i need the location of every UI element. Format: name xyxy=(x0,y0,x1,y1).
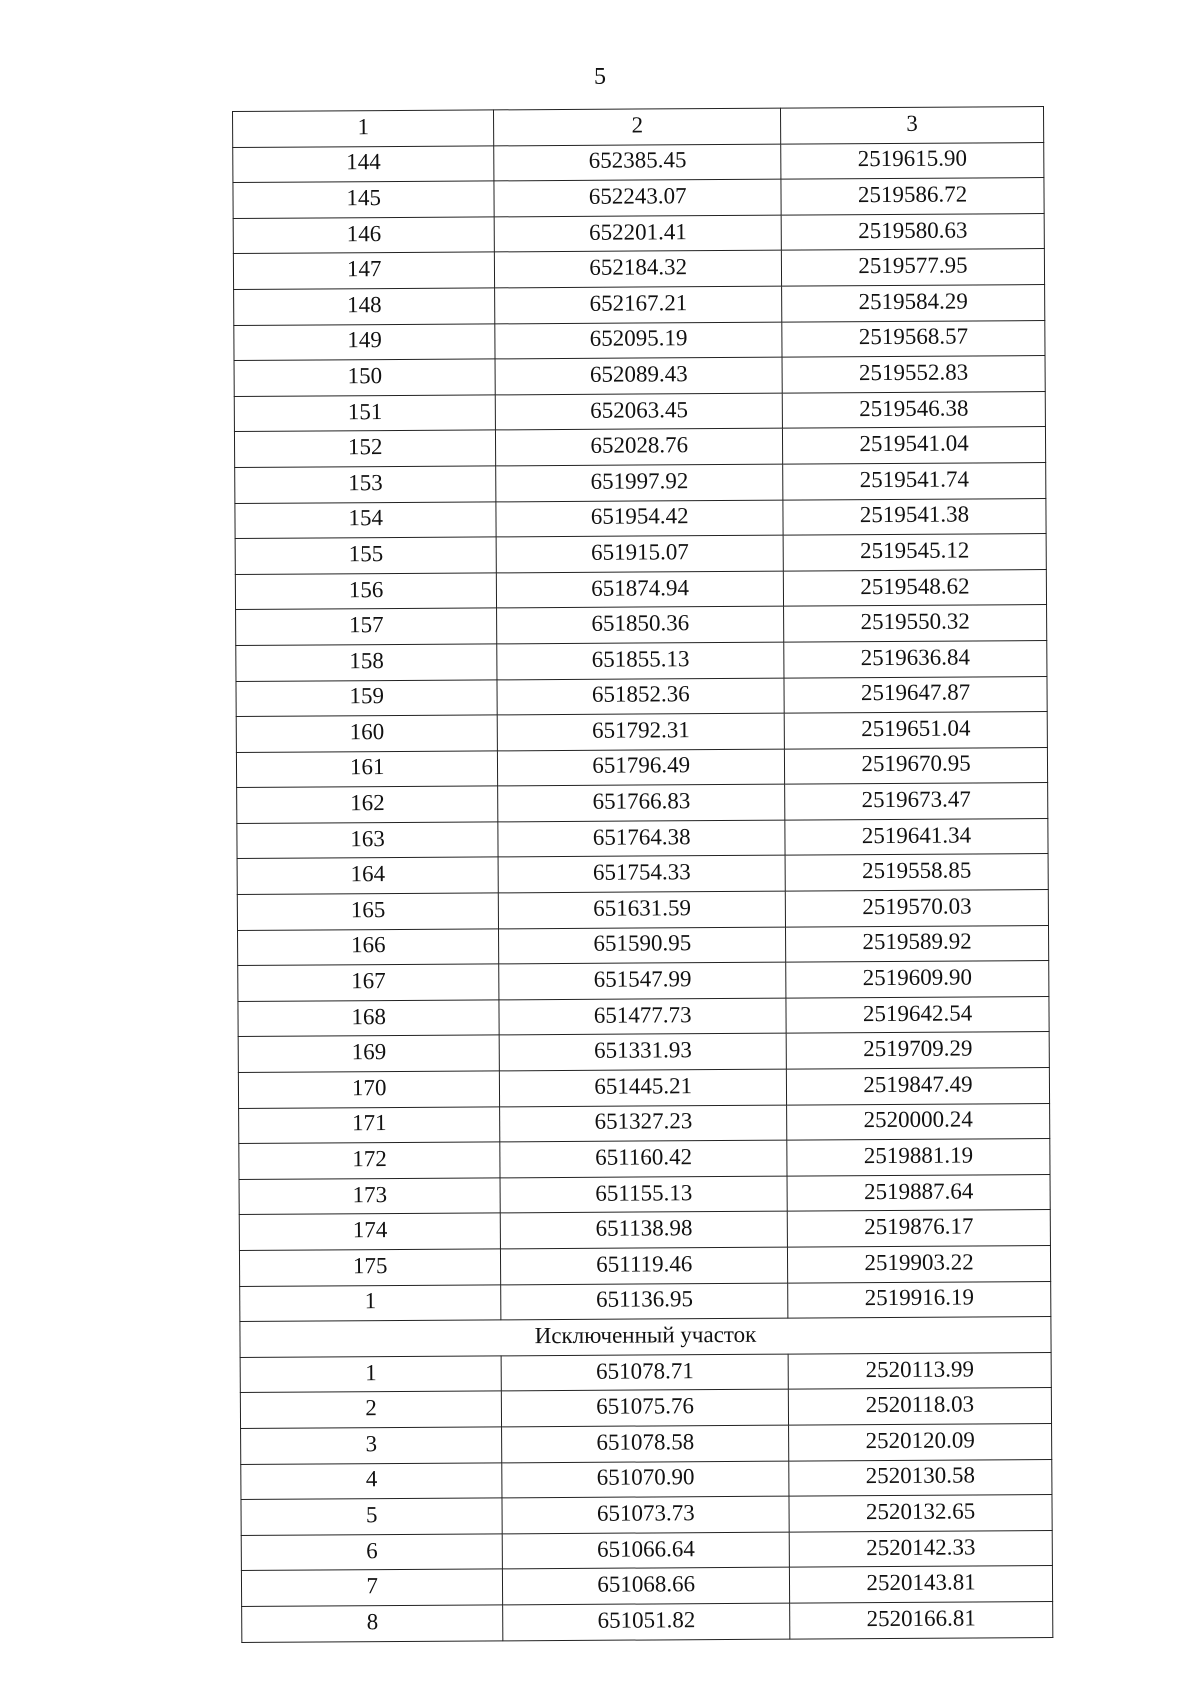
table-row xyxy=(233,213,1044,254)
y-coordinate-cell: 2519548.62 xyxy=(783,569,1046,606)
x-coordinate-cell: 651068.66 xyxy=(503,1567,790,1604)
table-row xyxy=(237,783,1048,824)
y-coordinate-cell: 2520120.09 xyxy=(789,1423,1052,1460)
section-title: Исключенный участок xyxy=(240,1317,1051,1358)
point-number-cell: 144 xyxy=(233,145,495,182)
excluded-table-row xyxy=(241,1566,1052,1607)
y-coordinate-cell: 2519673.47 xyxy=(785,783,1048,820)
point-number-cell: 163 xyxy=(237,822,499,859)
y-coordinate-cell: 2519881.19 xyxy=(787,1139,1050,1176)
table-row xyxy=(238,961,1049,1002)
y-coordinate-cell: 2519580.63 xyxy=(781,213,1044,250)
x-coordinate-cell: 651078.58 xyxy=(502,1425,789,1462)
point-number-cell: 145 xyxy=(233,181,495,218)
excluded-table-row xyxy=(241,1530,1052,1571)
y-coordinate-cell: 2520142.33 xyxy=(789,1530,1052,1567)
point-number-cell: 156 xyxy=(235,573,497,610)
table-row xyxy=(235,498,1046,539)
table-row xyxy=(233,249,1044,290)
excluded-table-row xyxy=(241,1495,1052,1536)
y-coordinate-cell: 2520166.81 xyxy=(790,1601,1053,1638)
point-number-cell: 159 xyxy=(236,679,498,716)
point-number-cell: 6 xyxy=(241,1534,503,1571)
y-coordinate-cell: 2519552.83 xyxy=(782,356,1045,393)
point-number-cell: 161 xyxy=(236,751,498,788)
x-coordinate-cell: 652184.32 xyxy=(495,251,782,288)
y-coordinate-cell: 2519541.74 xyxy=(783,462,1046,499)
point-number-cell: 160 xyxy=(236,715,498,752)
x-coordinate-cell: 651445.21 xyxy=(500,1069,787,1106)
x-coordinate-cell: 651997.92 xyxy=(496,464,783,501)
y-coordinate-cell: 2519876.17 xyxy=(787,1210,1050,1247)
x-coordinate-cell: 651855.13 xyxy=(497,642,784,679)
x-coordinate-cell: 651327.23 xyxy=(500,1105,787,1142)
column-header: 2 xyxy=(494,108,781,145)
y-coordinate-cell: 2519558.85 xyxy=(785,854,1048,891)
y-coordinate-cell: 2519586.72 xyxy=(781,178,1044,215)
x-coordinate-cell: 651070.90 xyxy=(502,1461,789,1498)
column-header: 1 xyxy=(233,110,495,147)
excluded-table-row xyxy=(242,1601,1053,1642)
table-row xyxy=(236,676,1047,717)
table-row xyxy=(237,818,1048,859)
point-number-cell: 167 xyxy=(238,964,500,1001)
x-coordinate-cell: 652028.76 xyxy=(496,428,783,465)
y-coordinate-cell: 2519589.92 xyxy=(786,925,1049,962)
point-number-cell: 173 xyxy=(239,1178,501,1215)
table-row xyxy=(235,569,1046,610)
x-coordinate-cell: 652063.45 xyxy=(496,393,783,430)
point-number-cell: 157 xyxy=(236,608,498,645)
x-coordinate-cell: 652385.45 xyxy=(494,144,781,181)
table-row xyxy=(235,462,1046,503)
point-number-cell: 7 xyxy=(241,1569,503,1606)
page-number: 5 xyxy=(594,64,606,90)
coordinates-table-body xyxy=(233,107,1053,1642)
column-header: 3 xyxy=(781,107,1044,144)
point-number-cell: 165 xyxy=(237,893,499,930)
y-coordinate-cell: 2520118.03 xyxy=(788,1388,1051,1425)
x-coordinate-cell: 651766.83 xyxy=(498,784,785,821)
y-coordinate-cell: 2519584.29 xyxy=(782,285,1045,322)
point-number-cell: 153 xyxy=(235,466,497,503)
y-coordinate-cell: 2519647.87 xyxy=(784,676,1047,713)
point-number-cell: 5 xyxy=(241,1498,503,1535)
x-coordinate-cell: 651631.59 xyxy=(499,891,786,928)
y-coordinate-cell: 2519609.90 xyxy=(786,961,1049,998)
y-coordinate-cell: 2519550.32 xyxy=(784,605,1047,642)
y-coordinate-cell: 2520130.58 xyxy=(789,1459,1052,1496)
point-number-cell: 8 xyxy=(242,1605,504,1642)
point-number-cell: 1 xyxy=(240,1284,502,1321)
y-coordinate-cell: 2520132.65 xyxy=(789,1495,1052,1532)
table-row xyxy=(233,142,1044,183)
y-coordinate-cell: 2520000.24 xyxy=(787,1103,1050,1140)
point-number-cell: 171 xyxy=(239,1107,501,1144)
point-number-cell: 172 xyxy=(239,1142,501,1179)
x-coordinate-cell: 651073.73 xyxy=(502,1496,789,1533)
y-coordinate-cell: 2519541.04 xyxy=(783,427,1046,464)
point-number-cell: 4 xyxy=(241,1462,503,1499)
excluded-table-row xyxy=(240,1388,1051,1429)
y-coordinate-cell: 2519847.49 xyxy=(786,1068,1049,1105)
y-coordinate-cell: 2519577.95 xyxy=(781,249,1044,286)
point-number-cell: 155 xyxy=(235,537,497,574)
x-coordinate-cell: 651764.38 xyxy=(498,820,785,857)
x-coordinate-cell: 652167.21 xyxy=(495,286,782,323)
table-row xyxy=(238,925,1049,966)
table-row xyxy=(238,996,1049,1037)
y-coordinate-cell: 2519636.84 xyxy=(784,640,1047,677)
table-row xyxy=(239,1246,1050,1287)
point-number-cell: 164 xyxy=(237,857,499,894)
x-coordinate-cell: 652243.07 xyxy=(494,179,781,216)
x-coordinate-cell: 651590.95 xyxy=(499,927,786,964)
table-row xyxy=(234,391,1045,432)
x-coordinate-cell: 651051.82 xyxy=(503,1603,790,1640)
table-row xyxy=(238,1068,1049,1109)
x-coordinate-cell: 651477.73 xyxy=(499,998,786,1035)
point-number-cell: 162 xyxy=(237,786,499,823)
table-row xyxy=(234,356,1045,397)
point-number-cell: 169 xyxy=(238,1035,500,1072)
point-number-cell: 154 xyxy=(235,501,497,538)
y-coordinate-cell: 2519903.22 xyxy=(788,1246,1051,1283)
x-coordinate-cell: 651874.94 xyxy=(497,571,784,608)
point-number-cell: 148 xyxy=(234,288,496,325)
point-number-cell: 174 xyxy=(239,1213,501,1250)
x-coordinate-cell: 651954.42 xyxy=(496,500,783,537)
y-coordinate-cell: 2519670.95 xyxy=(784,747,1047,784)
table-header-row xyxy=(233,107,1044,148)
x-coordinate-cell: 651796.49 xyxy=(498,749,785,786)
x-coordinate-cell: 651915.07 xyxy=(496,535,783,572)
table-row xyxy=(238,1032,1049,1073)
excluded-table-row xyxy=(240,1352,1051,1393)
y-coordinate-cell: 2519546.38 xyxy=(782,391,1045,428)
point-number-cell: 158 xyxy=(236,644,498,681)
table-row xyxy=(236,640,1047,681)
table-row xyxy=(236,747,1047,788)
x-coordinate-cell: 651547.99 xyxy=(499,962,786,999)
section-title-row xyxy=(240,1317,1051,1358)
point-number-cell: 2 xyxy=(240,1391,502,1428)
excluded-table-row xyxy=(241,1423,1052,1464)
x-coordinate-cell: 652095.19 xyxy=(495,322,782,359)
y-coordinate-cell: 2520143.81 xyxy=(789,1566,1052,1603)
table-row xyxy=(235,534,1046,575)
table-row xyxy=(237,890,1048,931)
x-coordinate-cell: 652201.41 xyxy=(495,215,782,252)
point-number-cell: 149 xyxy=(234,323,496,360)
point-number-cell: 151 xyxy=(234,395,496,432)
x-coordinate-cell: 651075.76 xyxy=(502,1390,789,1427)
point-number-cell: 170 xyxy=(238,1071,500,1108)
table-row xyxy=(239,1103,1050,1144)
point-number-cell: 146 xyxy=(233,217,495,254)
table-row xyxy=(239,1174,1050,1215)
table-row xyxy=(234,285,1045,326)
point-number-cell: 166 xyxy=(238,929,500,966)
x-coordinate-cell: 652089.43 xyxy=(495,357,782,394)
x-coordinate-cell: 651138.98 xyxy=(501,1212,788,1249)
table-row xyxy=(237,854,1048,895)
point-number-cell: 168 xyxy=(238,1000,500,1037)
table-row xyxy=(239,1139,1050,1180)
point-number-cell: 150 xyxy=(234,359,496,396)
x-coordinate-cell: 651850.36 xyxy=(497,606,784,643)
coordinates-table xyxy=(232,106,1053,1642)
y-coordinate-cell: 2519709.29 xyxy=(786,1032,1049,1069)
x-coordinate-cell: 651066.64 xyxy=(503,1532,790,1569)
y-coordinate-cell: 2519642.54 xyxy=(786,996,1049,1033)
y-coordinate-cell: 2519916.19 xyxy=(788,1281,1051,1318)
y-coordinate-cell: 2519568.57 xyxy=(782,320,1045,357)
y-coordinate-cell: 2519570.03 xyxy=(785,890,1048,927)
excluded-table-row xyxy=(241,1459,1052,1500)
y-coordinate-cell: 2520113.99 xyxy=(788,1352,1051,1389)
point-number-cell: 1 xyxy=(240,1356,502,1393)
y-coordinate-cell: 2519887.64 xyxy=(787,1174,1050,1211)
x-coordinate-cell: 651852.36 xyxy=(497,678,784,715)
table-row xyxy=(234,320,1045,361)
y-coordinate-cell: 2519651.04 xyxy=(784,712,1047,749)
table-row xyxy=(236,605,1047,646)
x-coordinate-cell: 651160.42 xyxy=(500,1140,787,1177)
point-number-cell: 175 xyxy=(239,1249,501,1286)
x-coordinate-cell: 651078.71 xyxy=(501,1354,788,1391)
table-row xyxy=(234,427,1045,468)
point-number-cell: 147 xyxy=(233,252,495,289)
point-number-cell: 3 xyxy=(241,1427,503,1464)
table-row xyxy=(233,178,1044,219)
y-coordinate-cell: 2519615.90 xyxy=(781,142,1044,179)
x-coordinate-cell: 651136.95 xyxy=(501,1283,788,1320)
y-coordinate-cell: 2519641.34 xyxy=(785,818,1048,855)
point-number-cell: 152 xyxy=(234,430,496,467)
table-row xyxy=(240,1281,1051,1322)
x-coordinate-cell: 651754.33 xyxy=(498,856,785,893)
x-coordinate-cell: 651119.46 xyxy=(501,1247,788,1284)
x-coordinate-cell: 651155.13 xyxy=(500,1176,787,1213)
x-coordinate-cell: 651792.31 xyxy=(498,713,785,750)
y-coordinate-cell: 2519545.12 xyxy=(783,534,1046,571)
table-row xyxy=(236,712,1047,753)
x-coordinate-cell: 651331.93 xyxy=(500,1034,787,1071)
y-coordinate-cell: 2519541.38 xyxy=(783,498,1046,535)
table-row xyxy=(239,1210,1050,1251)
